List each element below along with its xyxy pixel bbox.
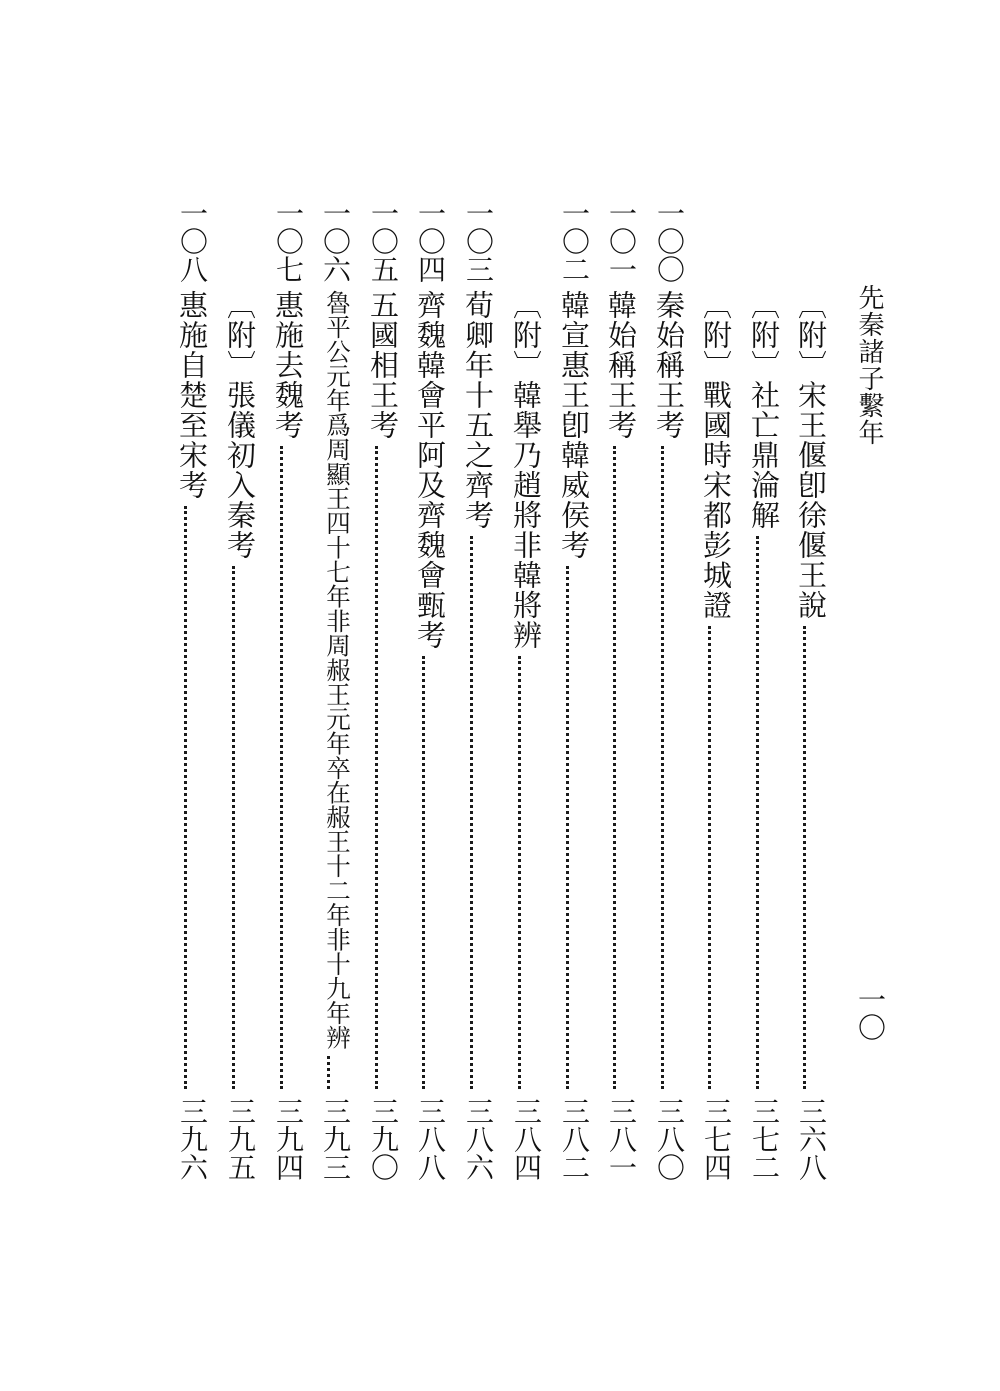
page-number: 一〇 xyxy=(854,985,887,1041)
toc-entry[interactable] xyxy=(309,192,352,1192)
dot-leader xyxy=(613,446,616,1089)
dot-leader xyxy=(566,566,569,1089)
entry-number: 一〇七 xyxy=(272,199,305,283)
toc-entry[interactable] xyxy=(262,192,305,1192)
entry-number xyxy=(500,192,540,290)
toc-entry[interactable] xyxy=(690,192,733,1192)
toc-entry[interactable] xyxy=(452,192,495,1192)
dot-leader xyxy=(184,506,187,1089)
dot-leader xyxy=(803,626,806,1089)
entry-page: 三九四 xyxy=(272,1097,305,1181)
entry-number: 一〇二 xyxy=(558,199,591,283)
entry-title: 惠施自楚至宋考 xyxy=(175,290,209,500)
entry-page: 三八二 xyxy=(558,1097,591,1181)
entry-number: 一〇三 xyxy=(462,199,495,283)
entry-number: 一〇四 xyxy=(414,199,447,283)
toc-entry[interactable] xyxy=(404,192,447,1192)
entry-title: 韓始稱王考 xyxy=(604,290,638,440)
entry-number: 一〇八 xyxy=(176,199,209,283)
entry-number xyxy=(738,192,778,290)
dot-leader xyxy=(756,536,759,1089)
dot-leader xyxy=(280,446,283,1089)
entry-title: 魯平公元年爲周顯王四十七年非周赧王元年卒在赧王十二年非十九年辨 xyxy=(323,290,352,1050)
toc-entry[interactable] xyxy=(785,192,828,1192)
entry-title: 〔附〕宋王偃卽徐偃王說 xyxy=(794,290,828,620)
toc-entry[interactable] xyxy=(595,192,638,1192)
entry-number xyxy=(785,192,825,290)
entry-title: 秦始稱王考 xyxy=(652,290,686,440)
entry-page: 三七二 xyxy=(748,1097,781,1181)
toc-entry[interactable] xyxy=(214,192,257,1192)
toc-entry[interactable] xyxy=(643,192,686,1192)
entry-title: 〔附〕戰國時宋都彭城證 xyxy=(699,290,733,620)
entry-title: 齊魏韓會平阿及齊魏會甄考 xyxy=(413,290,447,650)
entry-title: 〔附〕社亡鼎淪解 xyxy=(747,290,781,530)
dot-leader xyxy=(708,626,711,1089)
toc-entry[interactable] xyxy=(500,192,543,1192)
entry-title: 〔附〕張儀初入秦考 xyxy=(223,290,257,560)
toc-entry[interactable] xyxy=(357,192,400,1192)
entry-page: 三九五 xyxy=(224,1097,257,1181)
entry-number: 一〇五 xyxy=(367,199,400,283)
entry-number: 一〇一 xyxy=(605,199,638,283)
dot-leader xyxy=(470,536,473,1089)
entry-page: 三八六 xyxy=(462,1097,495,1181)
entry-page: 三九〇 xyxy=(367,1097,400,1181)
entry-page: 三九三 xyxy=(319,1097,352,1181)
dot-leader xyxy=(375,446,378,1089)
entry-title: 惠施去魏考 xyxy=(271,290,305,440)
entry-page: 三七四 xyxy=(700,1097,733,1181)
entry-number: 一〇六 xyxy=(319,199,352,283)
running-header-title: 先秦諸子繫年 xyxy=(854,284,884,446)
entry-page: 三八八 xyxy=(414,1097,447,1181)
entry-number xyxy=(214,192,254,290)
dot-leader xyxy=(661,446,664,1089)
entry-number: 一〇〇 xyxy=(653,199,686,283)
entry-title: 五國相王考 xyxy=(366,290,400,440)
dot-leader xyxy=(518,656,521,1089)
toc-entry[interactable] xyxy=(738,192,781,1192)
entry-page: 三九六 xyxy=(176,1097,209,1181)
entry-page: 三八〇 xyxy=(653,1097,686,1181)
dot-leader xyxy=(422,656,425,1089)
dot-leader xyxy=(232,566,235,1089)
entry-page: 三八四 xyxy=(510,1097,543,1181)
entry-page: 三六八 xyxy=(795,1097,828,1181)
entry-title: 荀卿年十五之齊考 xyxy=(461,290,495,530)
dot-leader xyxy=(327,1056,330,1089)
toc-entry[interactable] xyxy=(548,192,591,1192)
entry-title: 〔附〕韓舉乃趙將非韓將辨 xyxy=(509,290,543,650)
entry-number xyxy=(690,192,730,290)
toc-entry[interactable] xyxy=(166,192,209,1192)
entry-page: 三八一 xyxy=(605,1097,638,1181)
entry-title: 韓宣惠王卽韓威侯考 xyxy=(557,290,591,560)
